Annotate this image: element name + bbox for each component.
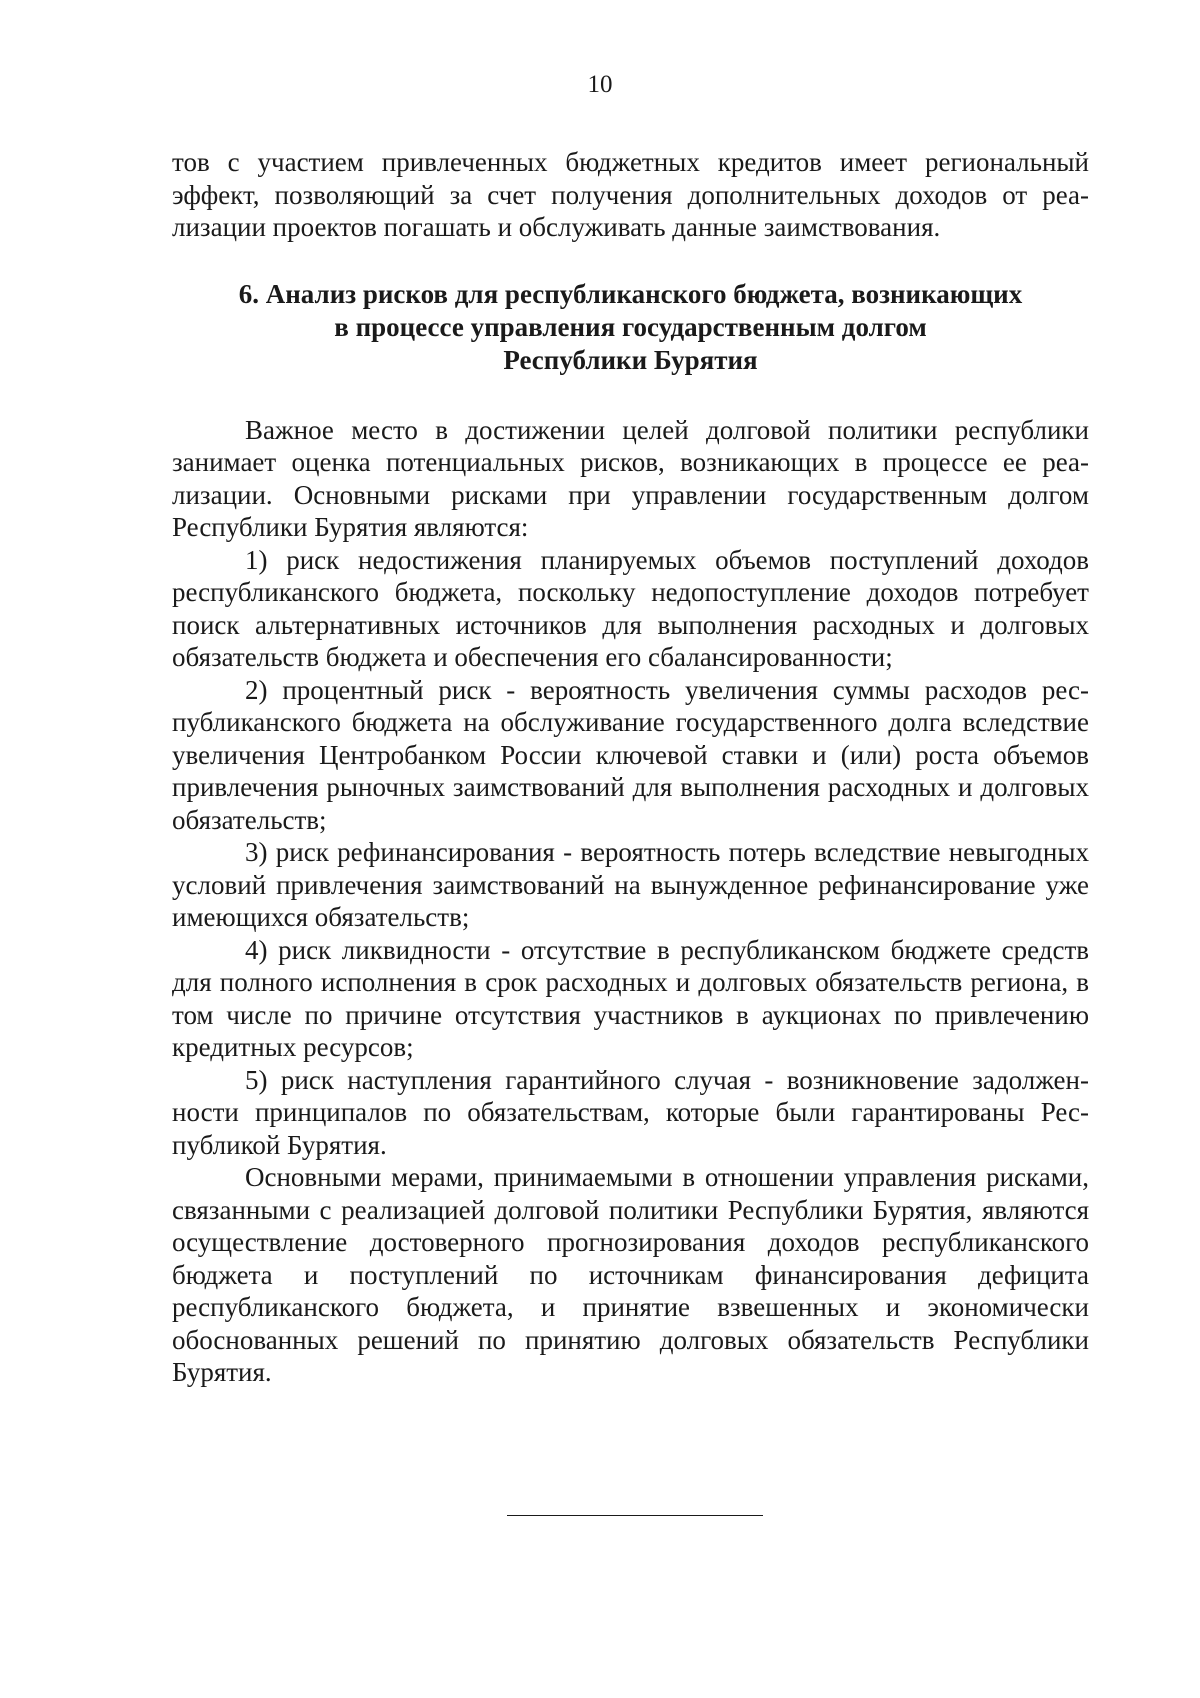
section-intro-paragraph: Важное место в достижении целей долговой политики республики занимает оценка потенциальных рисков, возникающих в процессе ее реализации. Основными рисками при управлении государственным долгом Республики Бурятия являются: [172, 414, 1089, 542]
risk-item-4: 4) риск ликвидности - отсутствие в республиканском бюджете средств для полного исполнения в срок расходных и долговых обязательств региона, в том числе по причине отсутствия участников в аукционах по привлечению кредитных ресурсов; [172, 934, 1089, 1062]
intro-paragraph: тов с участием привлеченных бюджетных кредитов имеет региональный эффект, позволяющий за счет получения дополнительных доходов от реализации проектов погашать и обслуживать данные заимствования. [172, 147, 1089, 242]
page-content [172, 146, 1089, 1389]
risk-item-2: 2) процентный риск - вероятность увеличения суммы расходов республиканского бюджета на обслуживание государственного долга вследствие увеличения Центробанком России ключевой ставки и (или) роста объемов привлечения рыночных заимствований для выполнения расходных и долговых обязательств; [172, 674, 1089, 835]
risk-item-1: 1) риск недостижения планируемых объемов поступлений доходов республиканского бюджета, поскольку недопоступление доходов потребует поиск альтернативных источников для выполнения расходных и долговых обязательств бюджета и обеспечения его сбалансированности; [172, 544, 1089, 672]
measures-paragraph: Основными мерами, принимаемыми в отношении управления рисками, связанными с реализацией долговой политики Республики Бурятия, являются осуществление достоверного прогнозирования доходов республиканского бюджета и поступлений по источникам финансирования дефицита республиканского бюджета, и принятие взвешенных и экономически обоснованных решений по принятию долговых обязательств Республики Бурятия. [172, 1162, 1089, 1387]
section-title-line: Республики Бурятия [503, 344, 758, 375]
section-title-line: в процессе управления государственным долгом [334, 311, 927, 342]
risk-item-5: 5) риск наступления гарантийного случая - возникновение задолженности принципалов по обязательствам, которые были гарантированы Республикой Бурятия. [172, 1064, 1089, 1160]
risk-item-3: 3) риск рефинансирования - вероятность потерь вследствие невыгодных условий привлечения заимствований на вынужденное рефинансирование уже имеющихся обязательств; [172, 837, 1089, 932]
end-of-document-line [507, 1515, 763, 1516]
section-title-line: 6. Анализ рисков для республиканского бюджета, возникающих [238, 278, 1023, 309]
section-title [172, 278, 1089, 377]
page-number: 10 [587, 71, 613, 98]
